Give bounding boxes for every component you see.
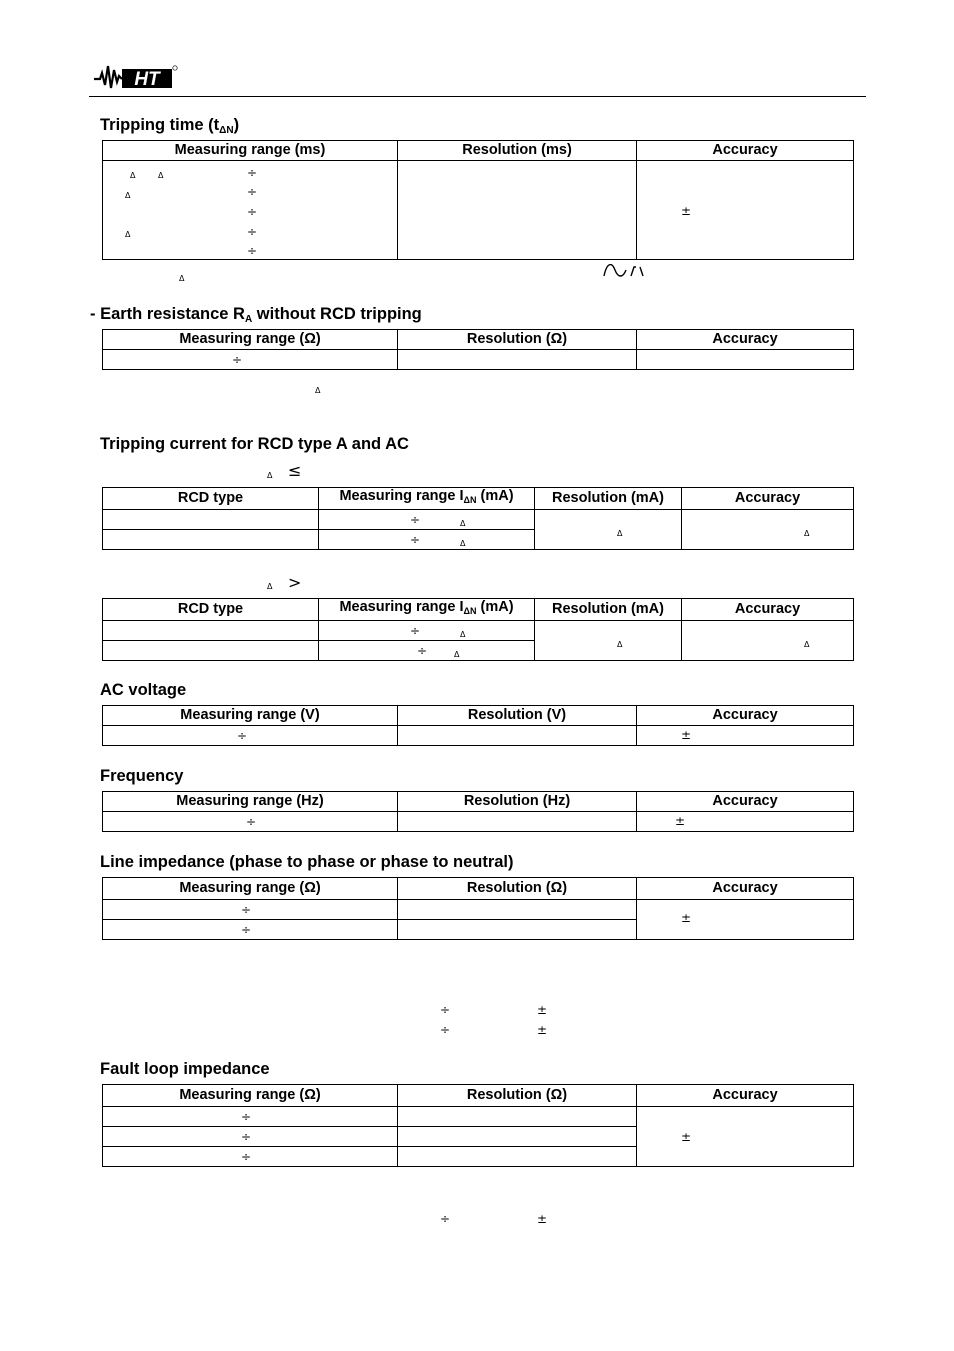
col-measuring-range: Measuring range (Ω)	[103, 1085, 398, 1107]
range-cell	[319, 621, 535, 641]
col-resolution: Resolution (Ω)	[398, 330, 637, 350]
range-cell	[103, 812, 398, 832]
plus-minus-glyph: ±	[675, 814, 686, 828]
division-glyph: ÷	[241, 903, 252, 917]
col-accuracy: Accuracy	[637, 878, 854, 900]
plus-minus-glyph: ±	[537, 1023, 548, 1037]
header-rule	[89, 96, 866, 97]
resolution-cell	[535, 510, 682, 550]
greater-glyph: >	[288, 573, 302, 592]
col-resolution: Resolution (mA)	[535, 599, 682, 621]
fault-loop-table	[102, 1084, 854, 1167]
resolution-cell	[398, 900, 637, 920]
resolution-cell	[398, 1107, 637, 1127]
accuracy-cell	[637, 161, 854, 260]
sine-wave-icon	[603, 264, 647, 278]
col-accuracy: Accuracy	[637, 706, 854, 726]
col-resolution: Resolution (mA)	[535, 488, 682, 510]
line-impedance-table	[102, 877, 854, 940]
fault-loop-title: Fault loop impedance	[100, 1060, 270, 1078]
delta-glyph: Δ	[267, 582, 273, 591]
col-measuring-range: Measuring range $I_{\Delta N}$ (mA)	[319, 599, 535, 621]
earth-resistance-table	[102, 329, 854, 370]
division-glyph: ÷	[246, 815, 257, 829]
plus-minus-glyph: ±	[537, 1212, 548, 1226]
tripping-current-title: Tripping current for RCD type A and AC	[100, 435, 409, 453]
accuracy-cell	[637, 900, 854, 940]
delta-glyph: Δ	[179, 274, 185, 283]
range-cell	[319, 510, 535, 530]
ac-voltage-title: AC voltage	[100, 681, 187, 699]
resolution-cell	[535, 621, 682, 661]
delta-glyph: Δ	[267, 471, 273, 480]
accuracy-cell	[637, 350, 854, 370]
rcd-type-cell	[103, 510, 319, 530]
resolution-cell	[398, 1127, 637, 1147]
col-resolution: Resolution (Ω)	[398, 878, 637, 900]
plus-minus-glyph: ±	[681, 204, 692, 218]
range-cell	[103, 1107, 398, 1127]
delta-glyph: Δ	[804, 640, 810, 649]
logo-text: HT	[134, 69, 160, 90]
col-measuring-range: Measuring range (ms)	[103, 141, 398, 161]
division-glyph: ÷	[247, 205, 258, 219]
range-cell	[103, 900, 398, 920]
col-rcd-type: RCD type	[103, 599, 319, 621]
col-measuring-range: Measuring range (V)	[103, 706, 398, 726]
frequency-title: Frequency	[100, 767, 184, 785]
ac-voltage-table	[102, 705, 854, 746]
division-glyph: ÷	[440, 1003, 451, 1017]
frequency-table	[102, 791, 854, 832]
col-rcd-type: RCD type	[103, 488, 319, 510]
resolution-cell	[398, 812, 637, 832]
tripping-current-table-2	[102, 598, 854, 661]
accuracy-cell	[637, 726, 854, 746]
ht-logo-icon	[92, 58, 178, 92]
delta-glyph: Δ	[125, 230, 131, 239]
line-impedance-title: Line impedance (phase to phase or phase to neutral)	[100, 853, 514, 871]
resolution-cell	[398, 1147, 637, 1167]
delta-glyph: Δ	[460, 519, 466, 528]
delta-glyph: Δ	[158, 171, 164, 180]
range-cell	[319, 641, 535, 661]
range-cell	[103, 726, 398, 746]
accuracy-cell	[637, 812, 854, 832]
tripping-current-table-1	[102, 487, 854, 550]
earth-resistance-title: - Earth resistance $R_A$ without RCD tripping	[90, 305, 422, 325]
division-glyph: ÷	[247, 244, 258, 258]
less-equal-glyph: ≤	[288, 461, 302, 480]
delta-glyph: Δ	[130, 171, 136, 180]
division-glyph: ÷	[247, 166, 258, 180]
delta-glyph: Δ	[804, 529, 810, 538]
rcd-type-cell	[103, 530, 319, 550]
division-glyph: ÷	[241, 923, 252, 937]
range-cell	[103, 920, 398, 940]
col-accuracy: Accuracy	[682, 488, 854, 510]
col-accuracy: Accuracy	[682, 599, 854, 621]
division-glyph: ÷	[417, 644, 428, 658]
accuracy-cell	[637, 1107, 854, 1167]
plus-minus-glyph: ±	[681, 728, 692, 742]
delta-glyph: Δ	[460, 539, 466, 548]
division-glyph: ÷	[410, 533, 421, 547]
range-cell	[103, 161, 398, 260]
division-glyph: ÷	[232, 353, 243, 367]
col-resolution: Resolution (Ω)	[398, 1085, 637, 1107]
division-glyph: ÷	[241, 1110, 252, 1124]
range-cell	[103, 1127, 398, 1147]
rcd-type-cell	[103, 621, 319, 641]
col-measuring-range: Measuring range (Hz)	[103, 792, 398, 812]
col-accuracy: Accuracy	[637, 141, 854, 161]
col-accuracy: Accuracy	[637, 1085, 854, 1107]
col-resolution: Resolution (Hz)	[398, 792, 637, 812]
tripping-time-table	[102, 140, 854, 260]
col-resolution: Resolution (V)	[398, 706, 637, 726]
delta-glyph: Δ	[460, 630, 466, 639]
col-accuracy: Accuracy	[637, 792, 854, 812]
delta-glyph: Δ	[125, 191, 131, 200]
tripping-time-title: Tripping time $(t_{\Delta N})$	[100, 116, 240, 136]
delta-glyph: Δ	[315, 386, 321, 395]
division-glyph: ÷	[440, 1023, 451, 1037]
plus-minus-glyph: ±	[681, 911, 692, 925]
division-glyph: ÷	[410, 513, 421, 527]
resolution-cell	[398, 161, 637, 260]
plus-minus-glyph: ±	[681, 1130, 692, 1144]
range-cell	[319, 530, 535, 550]
division-glyph: ÷	[410, 624, 421, 638]
division-glyph: ÷	[440, 1212, 451, 1226]
accuracy-cell	[682, 621, 854, 661]
rcd-type-cell	[103, 641, 319, 661]
resolution-cell	[398, 350, 637, 370]
plus-minus-glyph: ±	[537, 1003, 548, 1017]
division-glyph: ÷	[237, 729, 248, 743]
col-measuring-range: Measuring range (Ω)	[103, 330, 398, 350]
accuracy-cell	[682, 510, 854, 550]
delta-glyph: Δ	[617, 529, 623, 538]
resolution-cell	[398, 726, 637, 746]
delta-glyph: Δ	[454, 650, 460, 659]
col-measuring-range: Measuring range (Ω)	[103, 878, 398, 900]
resolution-cell	[398, 920, 637, 940]
delta-glyph: Δ	[617, 640, 623, 649]
division-glyph: ÷	[247, 225, 258, 239]
division-glyph: ÷	[241, 1130, 252, 1144]
col-accuracy: Accuracy	[637, 330, 854, 350]
range-cell	[103, 1147, 398, 1167]
col-resolution: Resolution (ms)	[398, 141, 637, 161]
range-cell	[103, 350, 398, 370]
division-glyph: ÷	[247, 185, 258, 199]
col-measuring-range: Measuring range $I_{\Delta N}$ (mA)	[319, 488, 535, 510]
division-glyph: ÷	[241, 1150, 252, 1164]
